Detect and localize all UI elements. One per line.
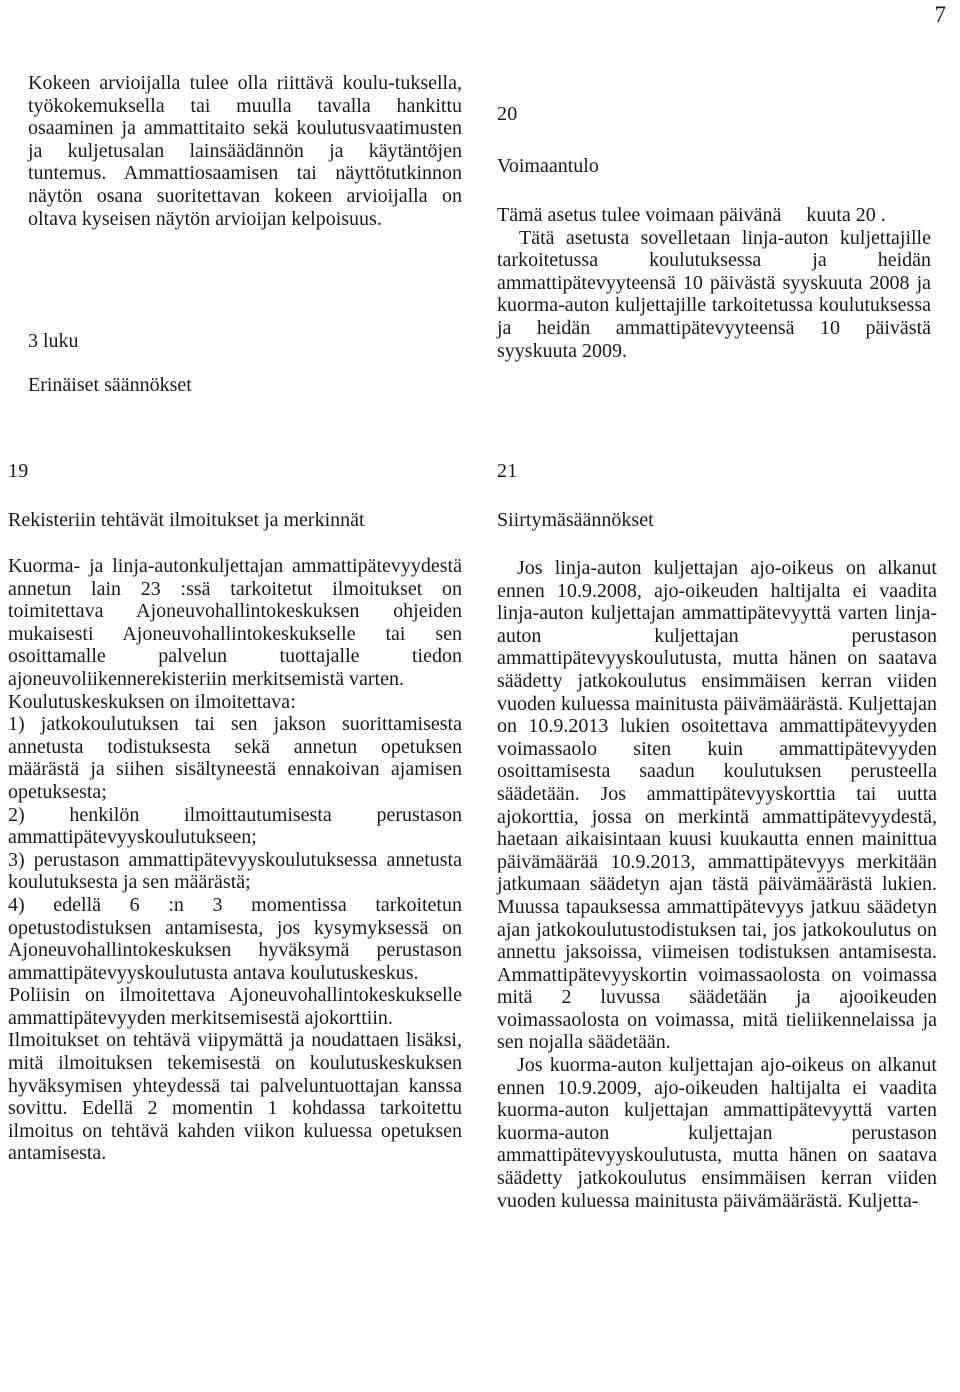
section-19-list-item: 2) henkilön ilmoittautumisesta perustason ammattipätevyyskoulutukseen; [8, 803, 462, 849]
section-20-paragraph: Tämä asetus tulee voimaan päivänä kuuta 20 . [497, 204, 886, 226]
section-19-list-item: 1) jatkokoulutuksen tai sen jakson suorittamisesta annetusta todistuksesta sekä annetun opetuksen määrästä ja siihen sisältyneestä ennakoivan ajamisen opetuksesta; [8, 713, 462, 803]
section-20-title: Voimaantulo [497, 155, 599, 177]
section-19-list-item: 4) edellä 6 :n 3 momentissa tarkoitetun opetustodistuksen antamisesta, jos kysymyksessä on Ajoneuvohallintokeskuksen hyväksymä perustason ammattipätevyyskoulutusta antava koulutuskeskus. [8, 893, 462, 984]
section-21-paragraph: Jos kuorma-auton kuljettajan ajo-oikeus on alkanut ennen 10.9.2009, ajo-oikeuden haltijalta ei vaadita kuorma-auton kuljettajan ammattipätevyyttä varten kuorma-auton kuljettajan perustason ammattipätevyyskoulutusta, mutta hänen on saatava säädetty jatkokoulutus ensimmäisen kerran viiden vuoden kuluessa mainitusta päivämäärästä. Kuljetta- [497, 1054, 937, 1212]
section-19-heading [8, 460, 462, 531]
section-21-number: 21 [497, 460, 518, 482]
section-20-number: 20 [497, 103, 518, 125]
intro-paragraph: Kokeen arvioijalla tulee olla riittävä koulu-tuksella, työkokemuksella tai muulla tavalla hankittu osaaminen ja ammattitaito sekä koulutusvaatimusten ja kuljetusalan lainsäädännön ja käytäntöjen tuntemus. Ammattiosaamisen tai näyttötutkinnon näytön osana suoritettavan kokeen arvioijalla on oltava kyseisen näytön arvioijan kelpoisuus. [28, 72, 462, 230]
section-20-heading [497, 103, 931, 177]
section-21-heading [497, 460, 937, 531]
section-19-list-item: 3) perustason ammattipätevyyskoulutuksessa annetusta koulutuksesta ja sen määrästä; [8, 848, 462, 894]
section-20-paragraph: Tätä asetusta sovelletaan linja-auton kuljettajille tarkoitetussa koulutuksessa ja heidän ammattipätevyyteensä 10 päivästä syyskuuta 2008 ja kuorma-auton kuljettajille tarkoitetussa koulutuksessa ja heidän ammattipätevyyteensä 10 päivästä syyskuuta 2009. [497, 226, 931, 362]
section-21-body [497, 557, 937, 1212]
section-19-paragraph: Koulutuskeskuksen on ilmoitettava: [8, 690, 296, 713]
section-19-number: 19 [8, 460, 29, 482]
left-intro-block [28, 72, 462, 230]
section-19-title: Rekisteriin tehtävät ilmoitukset ja merkinnät [8, 509, 365, 531]
section-19-paragraph: Kuorma- ja linja-autonkuljettajan ammattipätevyydestä annetun lain 23 :ssä tarkoitetut ilmoitukset on toimitettava Ajoneuvohallintokeskuksen ohjeiden mukaisesti Ajoneuvohallintokeskukselle tai sen osoittamalle palvelun tuottajalle tiedon ajoneuvoliikennerekisteriin merkitsemistä varten. [8, 555, 462, 690]
section-21-paragraph: Jos linja-auton kuljettajan ajo-oikeus on alkanut ennen 10.9.2008, ajo-oikeuden haltijalta ei vaadita linja-auton kuljettajan ammattipätevyyttä varten linja-auton kuljettajan perustason ammattipätevyyskoulutusta, mutta hänen on saatava säädetty jatkokoulutus ensimmäisen kerran viiden vuoden kuluessa mainitusta päivämäärästä. Kuljettajan on 10.9.2013 lukien osoitettava ammattipätevyyden voimassaolo siten kuin ammattipätevyyden osoittamisesta saadun koulutuksen perusteella säädetään. Jos ammattipätevyyskorttia tai uutta ajokorttia, jossa on merkintä ammattipätevyydestä, haetaan aikaisintaan kuusi kuukautta ennen mainittua päivämäärää 10.9.2013, ammattipätevyys merkitään jatkumaan säädetyn ajan tästä päivämäärästä lukien. Muussa tapauksessa ammattipätevyys jatkuu säädetyn ajan jatkokoulutustodistuksen tai, jos jatkokoulutus on annettu jaksoissa, viimeisen todistuksen antamisesta. Ammattipätevyyskortin voimassaolosta on voimassa mitä 2 luvussa säädetään ja ajooikeuden voimassaolosta on voimassa, mitä tieliikennelaissa ja sen nojalla säädetään. [497, 557, 937, 1054]
section-19-paragraph: Poliisin on ilmoitettava Ajoneuvohallintokeskukselle ammattipätevyyden merkitsemisestä ajokorttiin. [8, 984, 462, 1029]
chapter-number: 3 luku [28, 330, 79, 352]
page-number: 7 [934, 2, 946, 27]
section-20-body [497, 204, 931, 362]
chapter-title: Erinäiset säännökset [28, 374, 192, 396]
section-19-body [8, 555, 462, 1165]
section-19-paragraph: Ilmoitukset on tehtävä viipymättä ja noudattaen lisäksi, mitä ilmoituksen tekemisestä on koulutuskeskuksen hyväksymisen yhteydessä tai palveluntuottajan kanssa sovittu. Edellä 2 momentin 1 kohdassa tarkoitettu ilmoitus on tehtävä kahden viikon kuluessa opetuksen antamisesta. [8, 1029, 462, 1165]
chapter-heading [28, 330, 462, 396]
section-21-title: Siirtymäsäännökset [497, 509, 654, 531]
